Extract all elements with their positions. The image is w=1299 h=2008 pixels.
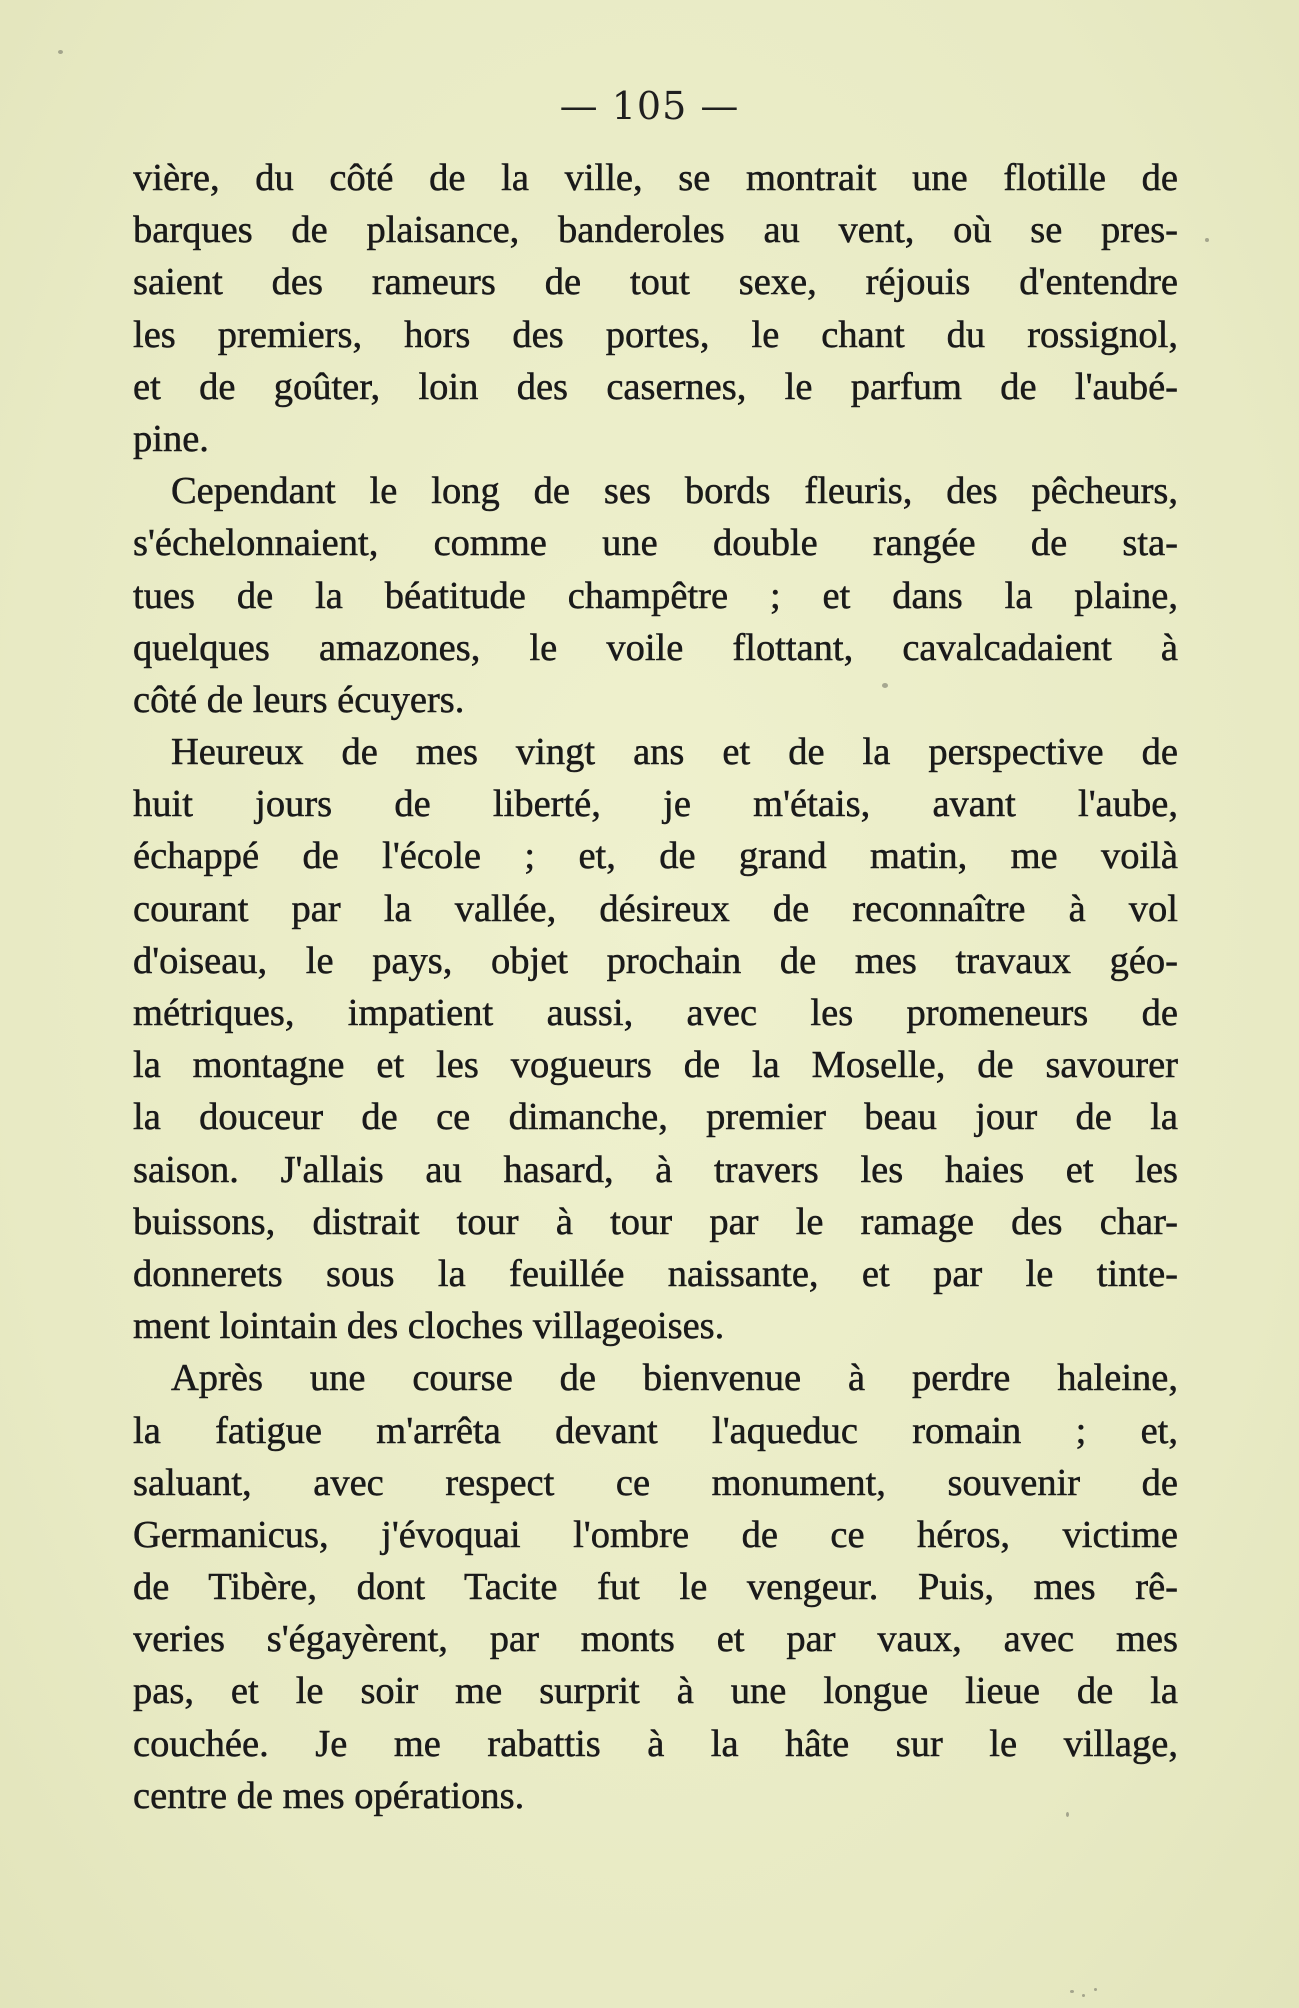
paper-speck — [1066, 1812, 1069, 1817]
text-line: Cependant le long de ses bords fleuris, des pêcheurs, — [171, 470, 1178, 513]
text-line: Germanicus, j'évoquai l'ombre de ce héros, victime — [133, 1513, 1178, 1556]
body-text — [133, 152, 1178, 1822]
text-line: la montagne et les vogueurs de la Moselle, de savourer — [133, 1044, 1178, 1087]
text-line: vière, du côté de la ville, se montrait une flotille de — [133, 157, 1178, 199]
text-line: pine. — [133, 417, 209, 460]
text-line: Après une course de bienvenue à perdre haleine, — [171, 1357, 1178, 1400]
text-line: tues de la béatitude champêtre ; et dans la plaine, — [133, 574, 1178, 617]
text-line: quelques amazones, le voile flottant, cavalcadaient à — [133, 626, 1178, 669]
text-line: veries s'égayèrent, par monts et par vaux, avec mes — [133, 1618, 1178, 1661]
paper-speck — [1094, 1988, 1097, 1991]
text-line: saison. J'allais au hasard, à travers les haies et les — [133, 1148, 1178, 1191]
text-line: et de goûter, loin des casernes, le parfum de l'aubé- — [133, 365, 1178, 408]
text-line: les premiers, hors des portes, le chant du rossignol, — [133, 313, 1178, 356]
text-line: échappé de l'école ; et, de grand matin, me voilà — [133, 835, 1178, 878]
text-line: la fatigue m'arrêta devant l'aqueduc romain ; et, — [133, 1409, 1178, 1452]
text-line: pas, et le soir me surprit à une longue lieue de la — [133, 1670, 1178, 1713]
text-line: la douceur de ce dimanche, premier beau jour de la — [133, 1096, 1178, 1139]
page-number: — 105 — — [559, 84, 740, 128]
text-line: barques de plaisance, banderoles au vent, où se pres- — [133, 209, 1178, 252]
text-line: saient des rameurs de tout sexe, réjouis d'entendre — [133, 261, 1178, 304]
text-line: donnerets sous la feuillée naissante, et par le tinte- — [133, 1252, 1178, 1295]
text-line: de Tibère, dont Tacite fut le vengeur. Puis, mes rê- — [133, 1566, 1178, 1609]
text-line: huit jours de liberté, je m'étais, avant l'aube, — [133, 783, 1178, 826]
paper-speck — [1070, 1990, 1074, 1993]
text-line: ment lointain des cloches villageoises. — [133, 1305, 725, 1348]
text-line: couchée. Je me rabattis à la hâte sur le village, — [133, 1722, 1178, 1765]
paper-speck — [882, 683, 888, 688]
paper-speck — [1205, 238, 1209, 242]
text-line: Heureux de mes vingt ans et de la perspective de — [171, 731, 1178, 774]
text-line: courant par la vallée, désireux de reconnaître à vol — [133, 887, 1178, 930]
text-line: saluant, avec respect ce monument, souvenir de — [133, 1461, 1178, 1504]
paper-speck — [1082, 1994, 1085, 1997]
paper-speck — [58, 50, 63, 54]
text-line: centre de mes opérations. — [133, 1774, 525, 1817]
text-line: s'échelonnaient, comme une double rangée de sta- — [133, 522, 1178, 565]
text-line: buissons, distrait tour à tour par le ramage des char- — [133, 1200, 1178, 1243]
text-line: d'oiseau, le pays, objet prochain de mes travaux géo- — [133, 939, 1178, 982]
text-line: métriques, impatient aussi, avec les promeneurs de — [133, 992, 1178, 1034]
text-line: côté de leurs écuyers. — [133, 678, 465, 721]
